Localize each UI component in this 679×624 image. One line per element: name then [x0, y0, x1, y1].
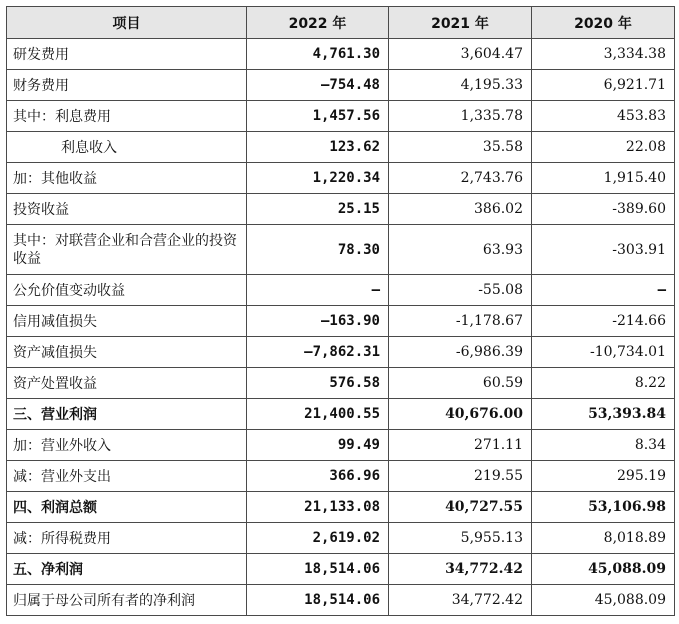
table-row	[7, 163, 675, 194]
cell-2022: 99.49	[247, 430, 389, 461]
cell-2022: 21,133.08	[247, 492, 389, 523]
cell-2021: 34,772.42	[389, 554, 532, 585]
header-2020: 2020 年	[532, 7, 675, 39]
row-label: 五、净利润	[7, 554, 247, 585]
cell-2020: -10,734.01	[532, 337, 675, 368]
table-row	[7, 275, 675, 306]
cell-2020: -214.66	[532, 306, 675, 337]
table-row	[7, 39, 675, 70]
cell-2021: 3,604.47	[389, 39, 532, 70]
cell-2020: 8.22	[532, 368, 675, 399]
cell-2022: 366.96	[247, 461, 389, 492]
header-2022: 2022 年	[247, 7, 389, 39]
row-label: 归属于母公司所有者的净利润	[7, 585, 247, 616]
row-label: 资产减值损失	[7, 337, 247, 368]
cell-2020: 53,393.84	[532, 399, 675, 430]
cell-2022: 21,400.55	[247, 399, 389, 430]
row-label: 其中：利息费用	[7, 101, 247, 132]
cell-2020: 53,106.98	[532, 492, 675, 523]
row-label: 减：营业外支出	[7, 461, 247, 492]
row-label: 资产处置收益	[7, 368, 247, 399]
cell-2021: 4,195.33	[389, 70, 532, 101]
table-row	[7, 368, 675, 399]
cell-2020: 8,018.89	[532, 523, 675, 554]
cell-2021: -6,986.39	[389, 337, 532, 368]
cell-2021: 63.93	[389, 225, 532, 275]
header-row	[7, 7, 675, 39]
cell-2021: 40,676.00	[389, 399, 532, 430]
table-row	[7, 101, 675, 132]
cell-2022: 576.58	[247, 368, 389, 399]
table-row	[7, 461, 675, 492]
table-row	[7, 225, 675, 275]
row-label: 研发费用	[7, 39, 247, 70]
cell-2022: –	[247, 275, 389, 306]
cell-2021: 40,727.55	[389, 492, 532, 523]
table-row	[7, 399, 675, 430]
cell-2022: 18,514.06	[247, 554, 389, 585]
cell-2020: 22.08	[532, 132, 675, 163]
cell-2020: –	[532, 275, 675, 306]
cell-2021: 35.58	[389, 132, 532, 163]
header-2021: 2021 年	[389, 7, 532, 39]
row-label: 信用减值损失	[7, 306, 247, 337]
table-row	[7, 194, 675, 225]
table-row	[7, 585, 675, 616]
income-statement-table	[6, 6, 675, 616]
cell-2021: 1,335.78	[389, 101, 532, 132]
table-row	[7, 70, 675, 101]
cell-2020: 8.34	[532, 430, 675, 461]
cell-2021: 219.55	[389, 461, 532, 492]
cell-2021: 2,743.76	[389, 163, 532, 194]
cell-2022: –754.48	[247, 70, 389, 101]
cell-2022: 78.30	[247, 225, 389, 275]
cell-2020: -389.60	[532, 194, 675, 225]
cell-2020: 295.19	[532, 461, 675, 492]
row-label: 加：其他收益	[7, 163, 247, 194]
cell-2022: –7,862.31	[247, 337, 389, 368]
cell-2020: 45,088.09	[532, 585, 675, 616]
row-label: 公允价值变动收益	[7, 275, 247, 306]
table-row	[7, 306, 675, 337]
cell-2021: 271.11	[389, 430, 532, 461]
cell-2022: 18,514.06	[247, 585, 389, 616]
cell-2021: 5,955.13	[389, 523, 532, 554]
cell-2020: -303.91	[532, 225, 675, 275]
cell-2020: 45,088.09	[532, 554, 675, 585]
cell-2022: 25.15	[247, 194, 389, 225]
cell-2021: 34,772.42	[389, 585, 532, 616]
cell-2022: –163.90	[247, 306, 389, 337]
cell-2022: 1,220.34	[247, 163, 389, 194]
row-label: 财务费用	[7, 70, 247, 101]
table-row	[7, 430, 675, 461]
header-item: 项目	[7, 7, 247, 39]
table-row	[7, 492, 675, 523]
cell-2020: 1,915.40	[532, 163, 675, 194]
row-label: 三、营业利润	[7, 399, 247, 430]
row-label: 减：所得税费用	[7, 523, 247, 554]
cell-2022: 4,761.30	[247, 39, 389, 70]
cell-2021: 60.59	[389, 368, 532, 399]
row-label: 利息收入	[7, 132, 247, 163]
cell-2020: 453.83	[532, 101, 675, 132]
table-row	[7, 337, 675, 368]
table-row	[7, 523, 675, 554]
cell-2020: 3,334.38	[532, 39, 675, 70]
cell-2021: 386.02	[389, 194, 532, 225]
table-row	[7, 554, 675, 585]
cell-2022: 2,619.02	[247, 523, 389, 554]
row-label: 投资收益	[7, 194, 247, 225]
cell-2022: 123.62	[247, 132, 389, 163]
cell-2020: 6,921.71	[532, 70, 675, 101]
row-label: 加：营业外收入	[7, 430, 247, 461]
cell-2022: 1,457.56	[247, 101, 389, 132]
table-row	[7, 132, 675, 163]
row-label: 四、利润总额	[7, 492, 247, 523]
row-label: 其中：对联营企业和合营企业的投资收益	[7, 225, 247, 275]
cell-2021: -55.08	[389, 275, 532, 306]
cell-2021: -1,178.67	[389, 306, 532, 337]
